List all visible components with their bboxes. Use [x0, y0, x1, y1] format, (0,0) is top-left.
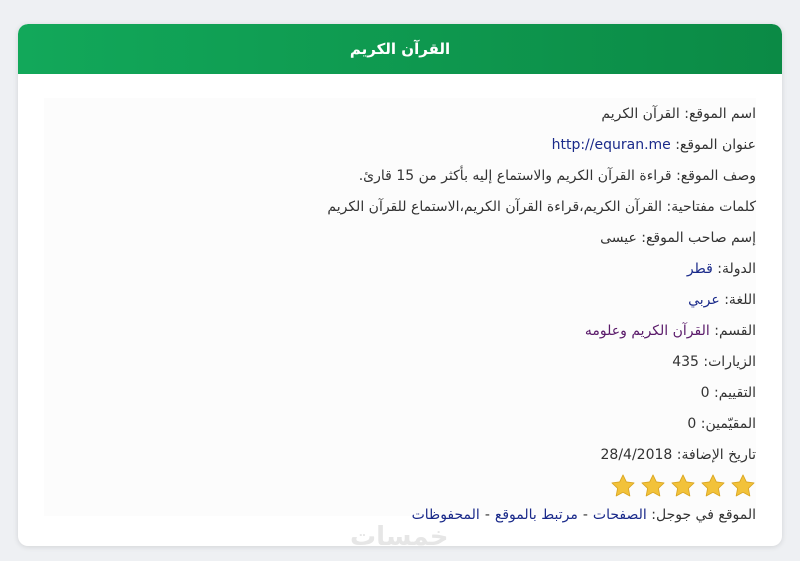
- keywords-value: القرآن الكريم،قراءة القرآن الكريم،الاستماع للقرآن الكريم: [327, 198, 663, 215]
- site-name-label: اسم الموقع:: [684, 105, 756, 122]
- row-visits: [44, 346, 756, 377]
- google-separator: -: [582, 507, 588, 523]
- language-label: اللغة:: [724, 291, 756, 308]
- date-added-label: تاريخ الإضافة:: [676, 446, 756, 463]
- star-icon[interactable]: [700, 473, 726, 499]
- rating-value: 0: [700, 384, 710, 401]
- card-title: القرآن الكريم: [349, 40, 451, 58]
- row-keywords: [44, 191, 756, 222]
- star-icon[interactable]: [640, 473, 666, 499]
- star-icon[interactable]: [670, 473, 696, 499]
- row-country: [44, 253, 756, 284]
- card-header: [18, 24, 782, 74]
- site-description-value: قراءة القرآن الكريم والاستماع إليه بأكثر من 15 قارئ.: [358, 167, 672, 184]
- rating-stars[interactable]: [44, 470, 756, 502]
- google-linked-link[interactable]: مرتبط بالموقع: [494, 507, 578, 523]
- country-link[interactable]: قطر: [686, 260, 713, 277]
- card-body: [44, 98, 756, 523]
- row-site-description: [44, 160, 756, 191]
- rating-label: التقييم:: [714, 384, 756, 401]
- google-archive-link[interactable]: المحفوظات: [411, 507, 480, 523]
- owner-value: عيسى: [600, 229, 637, 246]
- visits-label: الزيارات:: [703, 353, 756, 370]
- row-site-name: [44, 98, 756, 129]
- site-name-value: القرآن الكريم: [601, 105, 680, 122]
- google-pages-link[interactable]: الصفحات: [592, 507, 647, 523]
- row-date-added: [44, 439, 756, 470]
- category-link[interactable]: القرآن الكريم وعلومه: [584, 322, 710, 339]
- row-language: [44, 284, 756, 315]
- keywords-label: كلمات مفتاحية:: [666, 198, 756, 215]
- google-label: الموقع في جوجل:: [651, 507, 756, 523]
- row-owner: [44, 222, 756, 253]
- visits-value: 435: [672, 353, 699, 370]
- google-separator: -: [484, 507, 490, 523]
- site-description-label: وصف الموقع:: [676, 167, 756, 184]
- site-url-link[interactable]: http://equran.me: [551, 136, 671, 153]
- row-rating: [44, 377, 756, 408]
- owner-label: إسم صاحب الموقع:: [641, 229, 756, 246]
- raters-label: المقيّمين:: [700, 415, 756, 432]
- star-icon[interactable]: [610, 473, 636, 499]
- language-link[interactable]: عربي: [688, 291, 720, 308]
- raters-value: 0: [687, 415, 697, 432]
- row-raters: [44, 408, 756, 439]
- watermark-logo: خمسات: [350, 522, 449, 552]
- row-site-url: [44, 129, 756, 160]
- info-rows: [44, 98, 756, 528]
- row-category: [44, 315, 756, 346]
- date-added-value: 28/4/2018: [600, 446, 673, 463]
- site-info-card: [18, 24, 782, 546]
- category-label: القسم:: [714, 322, 756, 339]
- star-icon[interactable]: [730, 473, 756, 499]
- site-url-label: عنوان الموقع:: [675, 136, 756, 153]
- country-label: الدولة:: [717, 260, 756, 277]
